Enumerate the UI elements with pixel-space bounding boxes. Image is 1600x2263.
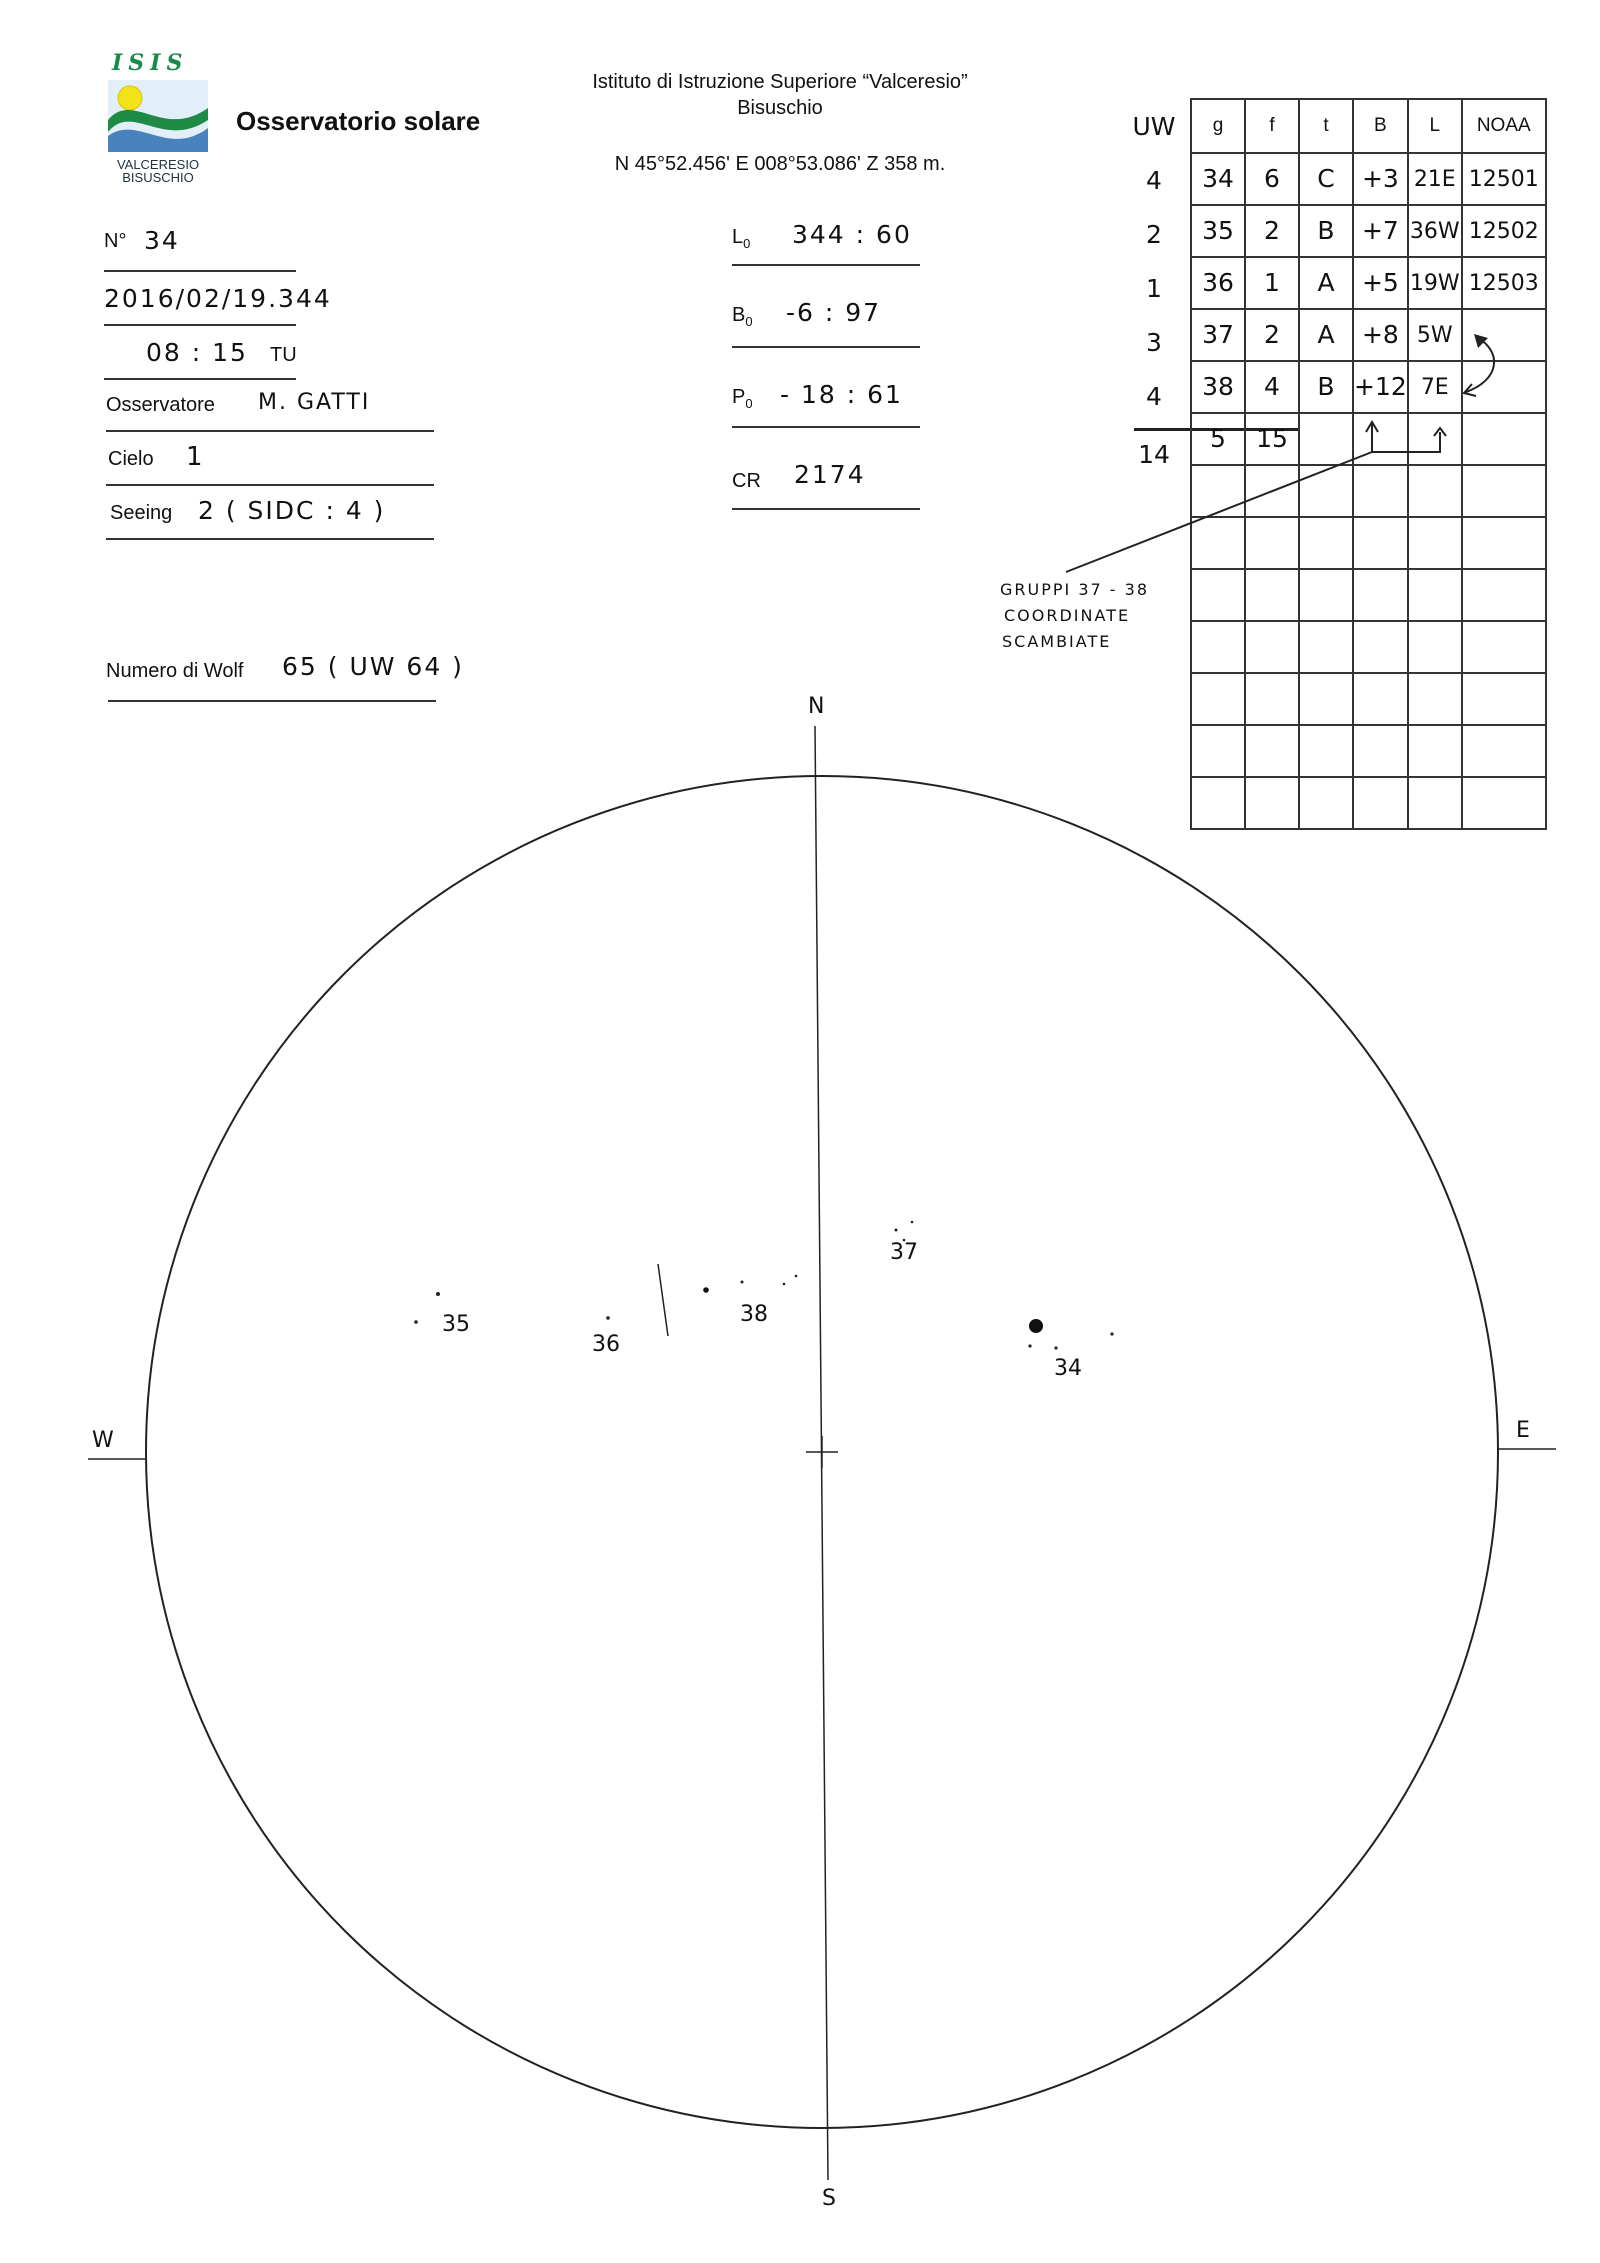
cell-b-value: +12 [1354,372,1407,401]
cell-t-value: A [1317,320,1335,349]
note-line-1: GRUPPI 37 - 38 [1000,580,1149,599]
cr-label: CR [732,470,761,492]
b0-letter: B [732,304,746,326]
note-line-2: COORDINATE [1004,606,1131,625]
group-label-35: 35 [442,1312,470,1337]
header-g: g [1191,99,1245,153]
note-line-3: SCAMBIATE [1002,632,1112,651]
cell-f-value: 6 [1264,164,1280,193]
wolf-label: Numero di Wolf [106,660,244,682]
logo-line-1: VALCERESIO [116,157,200,172]
group-label-34: 34 [1054,1356,1082,1381]
cell-b-value: +7 [1361,216,1399,245]
cell-f-value: 2 [1264,216,1280,245]
cell-l-value: 5W [1416,323,1453,348]
sunspot-group-38 [703,1287,709,1293]
header-l: L [1408,99,1462,153]
uw-row-4: 3 [1146,328,1162,357]
cell-noaa-value: 12501 [1468,167,1539,192]
date-value: 2016/02/19.344 [104,284,332,313]
p0-subscript: 0 [745,396,753,411]
cell-f-value: 4 [1264,372,1280,401]
total-g-value: 5 [1210,424,1226,453]
sunspot-group-36 [606,1316,610,1320]
logo-line-2: BISUSCHIO [122,170,194,185]
group-label-37: 37 [890,1240,918,1265]
solar-disk-drawing [0,680,1600,2263]
uw-row-3: 1 [1146,274,1162,303]
cell-f-value: 2 [1264,320,1280,349]
uw-header: UW [1132,112,1176,141]
sunspot-group-37 [895,1229,898,1232]
observer-label: Osservatore [106,394,215,416]
logo-wordmark: ISIS [112,50,189,76]
number-label: N° [104,230,127,252]
header-t: t [1299,99,1353,153]
total-f-value: 15 [1256,424,1288,453]
uw-row-5: 4 [1146,382,1162,411]
group-label-38: 38 [740,1302,768,1327]
time-value: 08 : 15 [146,338,248,367]
seeing-label: Seeing [110,502,173,524]
cell-b-value: +8 [1361,320,1399,349]
cell-noaa-value: 12503 [1468,271,1539,296]
wolf-value: 65 ( UW 64 ) [282,652,464,681]
north-label: N [808,694,825,719]
cr-value: 2174 [794,460,866,489]
observatory-title: Osservatorio solare [236,106,481,136]
cell-b-value: +5 [1361,268,1399,297]
b0-value: -6 : 97 [786,298,882,327]
east-label: E [1516,1418,1530,1443]
p0-letter: P [732,386,746,408]
cell-t-value: B [1317,372,1335,401]
sky-value: 1 [186,442,205,472]
south-label: S [822,2186,836,2211]
west-label: W [92,1428,114,1453]
cell-t-value: A [1317,268,1335,297]
sunspot-group-35 [436,1292,440,1296]
number-value: 34 [144,226,180,255]
seeing-value: 2 ( SIDC : 4 ) [198,496,386,525]
header-noaa: NOAA [1462,99,1546,153]
observer-value: M. GATTI [258,390,371,415]
cell-noaa-value: 12502 [1468,219,1539,244]
institute-town: Bisuschio [737,97,823,119]
uw-total: 14 [1138,440,1170,469]
institute-coordinates: N 45°52.456' E 008°53.086' Z 358 m. [614,153,946,175]
cell-t-value: B [1317,216,1335,245]
l0-letter: L [732,226,744,248]
header-f: f [1245,99,1299,153]
cell-g-value: 37 [1202,320,1234,349]
cell-l-value: 7E [1420,375,1449,400]
l0-value: 344 : 60 [792,220,912,249]
uw-row-2: 2 [1146,220,1162,249]
b0-subscript: 0 [745,314,753,329]
group-label-36: 36 [592,1332,620,1357]
cell-l-value: 19W [1409,271,1460,296]
uw-row-1: 4 [1146,166,1162,195]
sky-label: Cielo [108,448,154,470]
header-b: B [1353,99,1408,153]
cell-g-value: 38 [1202,372,1234,401]
cell-l-value: 36W [1409,219,1460,244]
p0-value: - 18 : 61 [780,380,903,409]
cell-b-value: +3 [1361,164,1399,193]
cell-f-value: 1 [1264,268,1280,297]
institute-name: Istituto di Istruzione Superiore “Valceresio” [592,71,968,93]
cell-t-value: C [1317,164,1335,193]
l0-subscript: 0 [743,236,751,251]
cell-g-value: 34 [1202,164,1234,193]
sunspot-group-34 [1029,1319,1043,1333]
cell-g-value: 36 [1202,268,1234,297]
time-unit: TU [270,344,297,366]
annotation-arrows [0,0,1600,700]
cell-l-value: 21E [1413,167,1456,192]
cell-g-value: 35 [1202,216,1234,245]
